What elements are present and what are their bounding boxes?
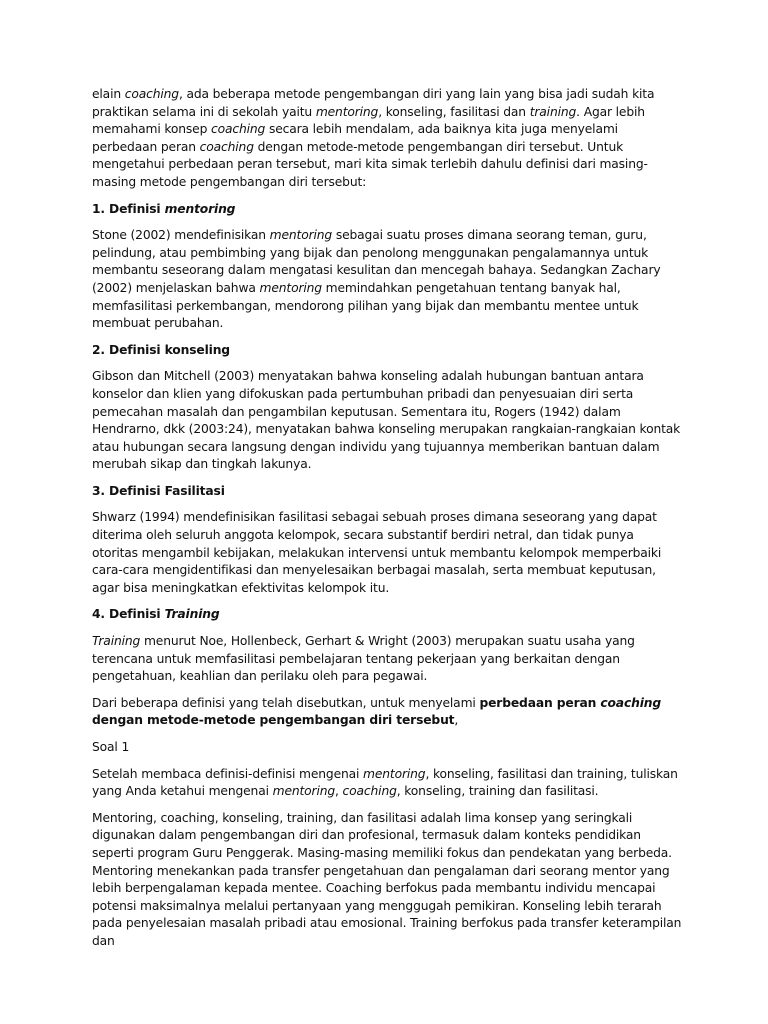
intro-text: secara lebih mendalam, ada baiknya kita juga menyelami perbedaan peran [92,122,618,154]
term-mentoring: mentoring [269,228,333,243]
section-heading-mentoring [92,201,682,219]
closing-bold: dengan metode-metode pengembangan diri tersebut [92,713,455,728]
question-text: Setelah membaca definisi-definisi mengenai [92,766,364,781]
term-mentoring: mentoring [259,280,322,295]
intro-text: , ada beberapa metode pengembangan diri yang lain yang bisa jadi sudah kita praktikan selama ini di sekolah yaitu [92,87,655,119]
heading-term: mentoring [164,201,236,216]
intro-term-coaching: coaching [124,87,179,101]
konseling-definition: Gibson dan Mitchell (2003) menyatakan bahwa konseling adalah hubungan bantuan antara konselor dan klien yang difokuskan pada pertumbuhan pribadi dan penyesuaian diri serta pemecahan masalah dan pengambilan keputusan. Sementara itu, Rogers (1942) dalam Hendrarno, dkk (2003:24), menyatakan bahwa konseling merupakan rangkaian-rangkaian kontak atau hubungan secara langsung dengan individu yang tujuannya memberikan bantuan dalam merubah sikap dan tingkah lakunya. [92,369,681,472]
question-text: , [335,784,343,799]
body-text: memindahkan pengetahuan tentang banyak hal, memfasilitasi perkembangan, mendorong pilihan yang bijak dan membantu mentee untuk membuat perubahan. [92,280,639,331]
intro-term-training: training [529,104,577,119]
term-coaching: coaching [342,784,397,799]
heading-term: Training [164,607,220,622]
closing-text: Dari beberapa definisi yang telah disebutkan, untuk menyelami [92,695,480,710]
question-text: , konseling, training dan fasilitasi. [396,784,599,799]
intro-text: dengan metode-metode pengembangan diri tersebut. Untuk mengetahui perbedaan peran tersebut, mari kita simak terlebih dahulu definisi dari masing-masing metode pengembangan diri tersebut: [92,139,648,189]
intro-text: , konseling, fasilitasi dan [378,104,530,119]
document-page [92,86,682,960]
closing-paragraph [92,695,682,730]
term-mentoring: mentoring [272,784,336,799]
section-heading-konseling: 2. Definisi konseling [92,342,230,357]
term-mentoring: mentoring [363,766,426,781]
answer-paragraph: Mentoring, coaching, konseling, training, dan fasilitasi adalah lima konsep yang seringkali digunakan dalam pengembangan diri dan profesional, termasuk dalam konteks pendidikan seperti program Guru Penggerak. Masing-masing memiliki fokus dan pendekatan yang berbeda. Mentoring menekankan pada transfer pengetahuan dan pengalaman dari seorang mentor yang lebih berpengalaman kepada mentee. Coaching berfokus pada membantu individu mencapai potensi maksimalnya melalui pertanyaan yang menggugah pemikiran. Konseling lebih terarah pada penyelesaian masalah pribadi atau emosional. Training berfokus pada transfer keterampilan dan [92,810,682,948]
section-heading-training [92,606,682,624]
heading-prefix: 1. Definisi [92,201,165,216]
closing-text: , [454,713,459,728]
training-definition [92,633,682,686]
soal-label: Soal 1 [92,740,130,754]
mentoring-definition [92,227,682,333]
fasilitasi-definition: Shwarz (1994) mendefinisikan fasilitasi sebagai sebuah proses dimana seseorang yang dapat diterima oleh seluruh anggota kelompok, secara substantif berdiri netral, dan tidak punya otoritas mengambil kebijakan, melakukan intervensi untuk membantu kelompok memperbaiki cara-cara mengidentifikasi dan menyelesaikan berbagai masalah, serta membuat keputusan, agar bisa meningkatkan efektivitas kelompok itu. [92,510,662,595]
intro-paragraph [92,86,682,192]
heading-prefix: 4. Definisi [92,607,165,622]
closing-bold: perbedaan peran [479,695,601,710]
section-heading-fasilitasi: 3. Definisi Fasilitasi [92,483,225,498]
intro-term-mentoring: mentoring [315,104,379,119]
body-text: Stone (2002) mendefinisikan [92,228,270,243]
intro-term-coaching: coaching [210,122,266,137]
soal-question [92,766,682,801]
intro-term-coaching: coaching [199,139,254,154]
intro-text: elain [92,87,125,101]
body-text: sebagai suatu proses dimana seorang teman, guru, pelindung, atau pembimbing yang bijak dan penolong menggunakan pengalamannya untuk membantu seseorang dalam mengatasi kesulitan dan mencegah bahaya. Sedangkan Zachary (2002) menjelaskan bahwa [92,228,661,295]
term-training: Training [92,634,141,649]
intro-text: . Agar lebih memahami konsep [92,104,645,137]
body-text: menurut Noe, Hollenbeck, Gerhart & Wright (2003) merupakan suatu usaha yang terencana untuk memfasilitasi pembelajaran tentang pekerjaan yang berkaitan dengan pengetahuan, keahlian dan perilaku oleh para pegawai. [92,634,635,684]
question-text: , konseling, fasilitasi dan training, tuliskan yang Anda ketahui mengenai [92,766,678,799]
closing-bold-italic: coaching [600,695,662,710]
